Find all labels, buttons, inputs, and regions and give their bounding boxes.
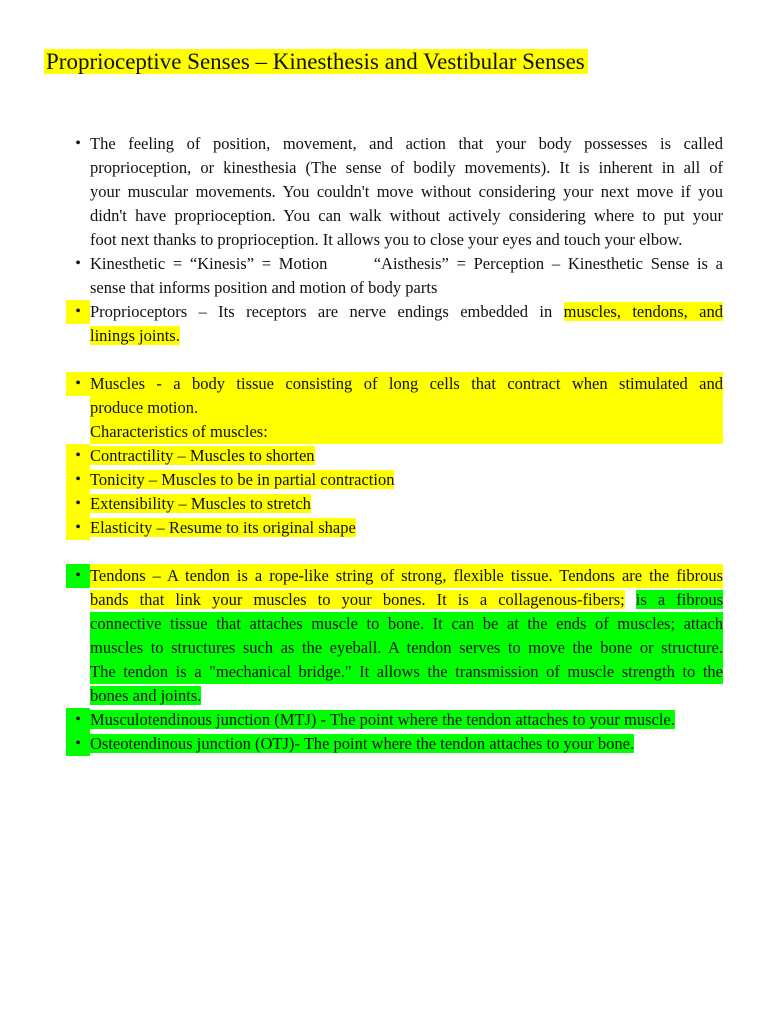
text-highlight: linings joints. (90, 326, 180, 345)
text-highlight: Tonicity – Muscles to be in partial contraction (90, 470, 395, 489)
list-item-text (90, 252, 723, 300)
text-line (90, 420, 723, 444)
list-item-otj (0, 732, 768, 756)
text-line (90, 444, 723, 468)
text-line: Kinesthetic = “Kinesis” = Motion “Aisthesis” = Perception – Kinesthetic Sense is a (90, 254, 723, 273)
list-item-tendons (0, 564, 768, 708)
bullet-icon: • (66, 444, 90, 468)
list-item-text (90, 708, 723, 732)
text-line: Tendons – A tendon is a rope-like string of strong, flexible tissue. Tendons are the fibrous (90, 564, 723, 588)
spacer (0, 540, 768, 564)
list-item-characteristic (0, 444, 768, 468)
list-item-text (90, 444, 723, 468)
text-line: your muscular movements. You couldn't move without considering your next move if you (90, 182, 723, 201)
list-item-text (90, 300, 723, 348)
text-line (90, 324, 723, 348)
list-item-text (90, 732, 723, 756)
list-item-proprioceptors (0, 300, 768, 348)
text-highlight: produce motion. (90, 398, 199, 417)
bullet-icon: • (75, 135, 81, 152)
list-item-mtj (0, 708, 768, 732)
list-item-characteristic (0, 468, 768, 492)
list-item-proprioception (0, 132, 768, 252)
list-item-characteristic (0, 516, 768, 540)
bullet-icon: • (66, 708, 90, 732)
text-line: connective tissue that attaches muscle to bone. It can be at the ends of muscles; attach (90, 612, 723, 636)
spacer (0, 348, 768, 372)
text-line: proprioception, or kinesthesia (The sense of bodily movements). It is inherent in all of (90, 158, 723, 177)
text-highlight: Extensibility – Muscles to stretch (90, 494, 311, 513)
text-highlight: Elasticity – Resume to its original shape (90, 518, 356, 537)
list-item-muscles (0, 372, 768, 444)
text-highlight: Contractility – Muscles to shorten (90, 446, 315, 465)
list-item-kinesthetic (0, 252, 768, 300)
text-line (90, 516, 723, 540)
text-highlight: muscles, tendons, and (563, 302, 724, 321)
text-highlight: is a fibrous (635, 590, 724, 609)
text-line (90, 684, 723, 708)
title-highlight: Proprioceptive Senses – Kinesthesis and Vestibular Senses (44, 49, 588, 74)
text-line: foot next thanks to proprioception. It allows you to close your eyes and touch your elbow. (90, 230, 683, 249)
list-item-text (90, 468, 723, 492)
bullet-icon: • (75, 255, 81, 272)
list-item-text (90, 132, 723, 252)
page-title (44, 47, 588, 77)
bullet-icon: • (66, 564, 90, 588)
text-line: muscles to structures such as the eyeball. A tendon serves to move the bone or structure. (90, 636, 723, 660)
list-item-text (90, 564, 723, 708)
text-line (90, 468, 723, 492)
bullet-list (0, 132, 768, 756)
text-line (90, 588, 723, 612)
text-line (90, 492, 723, 516)
text-highlight: bones and joints. (90, 686, 202, 705)
text-line: The feeling of position, movement, and action that your body possesses is called (90, 134, 723, 153)
text-line (90, 300, 723, 324)
text-highlight: bands that link your muscles to your bones. It is a collagenous-fibers; (90, 590, 625, 609)
bullet-icon: • (66, 300, 90, 324)
text-line (90, 732, 723, 756)
text-highlight: Osteotendinous junction (OTJ)- The point where the tendon attaches to your bone. (90, 734, 635, 753)
text-line: sense that informs position and motion of body parts (90, 278, 438, 297)
text-line (90, 708, 723, 732)
bullet-icon: • (66, 468, 90, 492)
list-item-text (90, 372, 723, 444)
list-item-characteristic (0, 492, 768, 516)
bullet-icon: • (66, 732, 90, 756)
text-line: Muscles - a body tissue consisting of long cells that contract when stimulated and (90, 374, 723, 393)
bullet-icon: • (66, 492, 90, 516)
text-plain: Proprioceptors – Its receptors are nerve endings embedded in (90, 302, 553, 321)
text-line (90, 396, 723, 420)
bullet-icon: • (66, 372, 90, 396)
list-item-text (90, 492, 723, 516)
bullet-icon: • (66, 516, 90, 540)
text-line: didn't have proprioception. You can walk without actively considering where to put your (90, 206, 723, 225)
text-line: The tendon is a "mechanical bridge." It allows the transmission of muscle strength to the (90, 660, 723, 684)
list-item-text (90, 516, 723, 540)
text-highlight: Musculotendinous junction (MTJ) - The point where the tendon attaches to your muscle. (90, 710, 675, 729)
text-highlight: Characteristics of muscles: (90, 422, 268, 441)
